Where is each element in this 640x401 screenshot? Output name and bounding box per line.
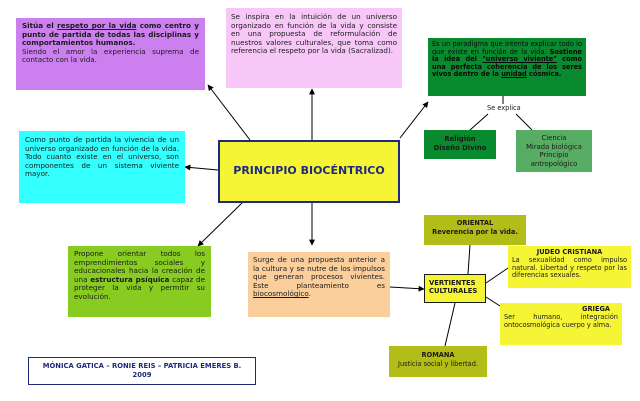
purple-text-3: Siendo el amor la experiencia suprema de contacto con la vida. <box>22 46 199 65</box>
ciencia-box <box>516 130 592 172</box>
cyan-text: Como punto de partida la vivencia de un universo organizado en función de la vida. Todo cuanto existe en el universo, son componentes de un sistema viviente mayor. <box>25 135 179 179</box>
paradigm-text-1: Es un paradigma que intenta explicar todo lo que existe en función de la vida. <box>432 40 582 56</box>
green-text-bold: estructura psíquica <box>90 274 170 284</box>
arrow-peach-vertientes <box>390 287 424 289</box>
oriental-box <box>424 215 526 245</box>
peach-text-2: . <box>308 289 311 299</box>
page-title: PRINCIPIO BIOCÉNTRICO <box>233 164 385 178</box>
green-box <box>68 246 211 317</box>
griega-title: GRIEGA <box>582 305 610 313</box>
vertientes-line-2: CULTURALES <box>429 287 478 295</box>
line-vertientes-romana <box>445 303 455 346</box>
paradigm-text-4: cósmica. <box>526 70 562 79</box>
authors-box <box>28 357 256 385</box>
romana-text: Justicia social y libertad. <box>398 359 478 368</box>
line-explica-ciencia <box>516 114 532 130</box>
central-concept <box>218 140 400 203</box>
purple-box <box>16 18 205 90</box>
griega-box <box>500 303 622 345</box>
religion-subtitle: Diseño Divino <box>433 143 487 152</box>
ciencia-line-2: Mirada biológica <box>526 142 582 151</box>
authors-names: MÓNICA GATICA – RONIE REIS – PATRICIA EMERES B. <box>42 362 242 370</box>
paradigm-text-2: Sostiene la idea del <box>432 47 582 64</box>
line-vertientes-griega <box>486 297 500 306</box>
line-explica-religion <box>470 114 488 130</box>
judeo-text: La sexualidad como impulso natural. Libertad y respeto por las diferencias sexuales. <box>512 255 627 280</box>
line-vertientes-oriental <box>468 245 470 274</box>
vertientes-box <box>424 274 486 303</box>
griega-text: Ser humano, integración ontocosmológica cuerpo y alma. <box>504 312 618 329</box>
judeo-title: JUDEO CRISTIANA <box>536 248 603 256</box>
judeo-box <box>508 246 631 288</box>
pink-text: Se inspira en la intuición de un universo organizado en función de la vida y consiste en una propuesta de reformulación de nuestros valores culturales, que toma como referencia el respeto por la vida (Sacralizad). <box>231 12 397 56</box>
peach-box <box>248 252 390 317</box>
oriental-title: ORIENTAL <box>456 219 494 227</box>
peach-text-1: Surge de una propuesta anterior a la cultura y se nutre de los impulsos que generan procesos vivientes. Este planteamiento es <box>253 255 385 290</box>
purple-text-underline: respeto por la vida <box>57 21 137 30</box>
oriental-text: Reverencia por la vida. <box>432 227 518 236</box>
romana-box <box>389 346 487 377</box>
romana-title: ROMANA <box>421 351 455 359</box>
paradigm-box <box>428 38 586 96</box>
line-vertientes-judeo <box>486 268 508 283</box>
se-explica-label: Se explica <box>487 104 521 112</box>
peach-text-underline: biocosmológico <box>253 289 309 299</box>
ciencia-title: Ciencia <box>541 134 567 142</box>
purple-text-1: Sitúa el <box>22 21 58 30</box>
religion-box <box>424 130 496 159</box>
authors-year: 2009 <box>132 370 152 379</box>
paradigm-text-3: como una perfecta coherencia de los seres vivos dentro de la <box>432 55 582 79</box>
arrow-to-cyan <box>185 167 218 170</box>
green-text-2: capaz de proteger la vida y permitir su evolución. <box>74 274 205 301</box>
vertientes-line-1: VERTIENTES <box>429 279 476 287</box>
arrow-to-purple <box>208 85 250 140</box>
pink-box <box>226 8 402 88</box>
purple-text-2: como centro y punto de partida de todas las disciplinas y comportamientos humanos. <box>22 21 199 48</box>
religion-title: Religión <box>444 135 476 143</box>
ciencia-line-3: Principio antropológico <box>530 151 578 168</box>
green-text-1: Propone orientar todos los emprendimientos sociales y educacionales hacia la creación de una <box>74 249 205 284</box>
cyan-box <box>19 131 185 203</box>
arrow-to-green <box>198 203 242 246</box>
paradigm-text-3u: unidad <box>501 70 527 79</box>
paradigm-text-2u: "universo viviente" <box>482 55 557 64</box>
